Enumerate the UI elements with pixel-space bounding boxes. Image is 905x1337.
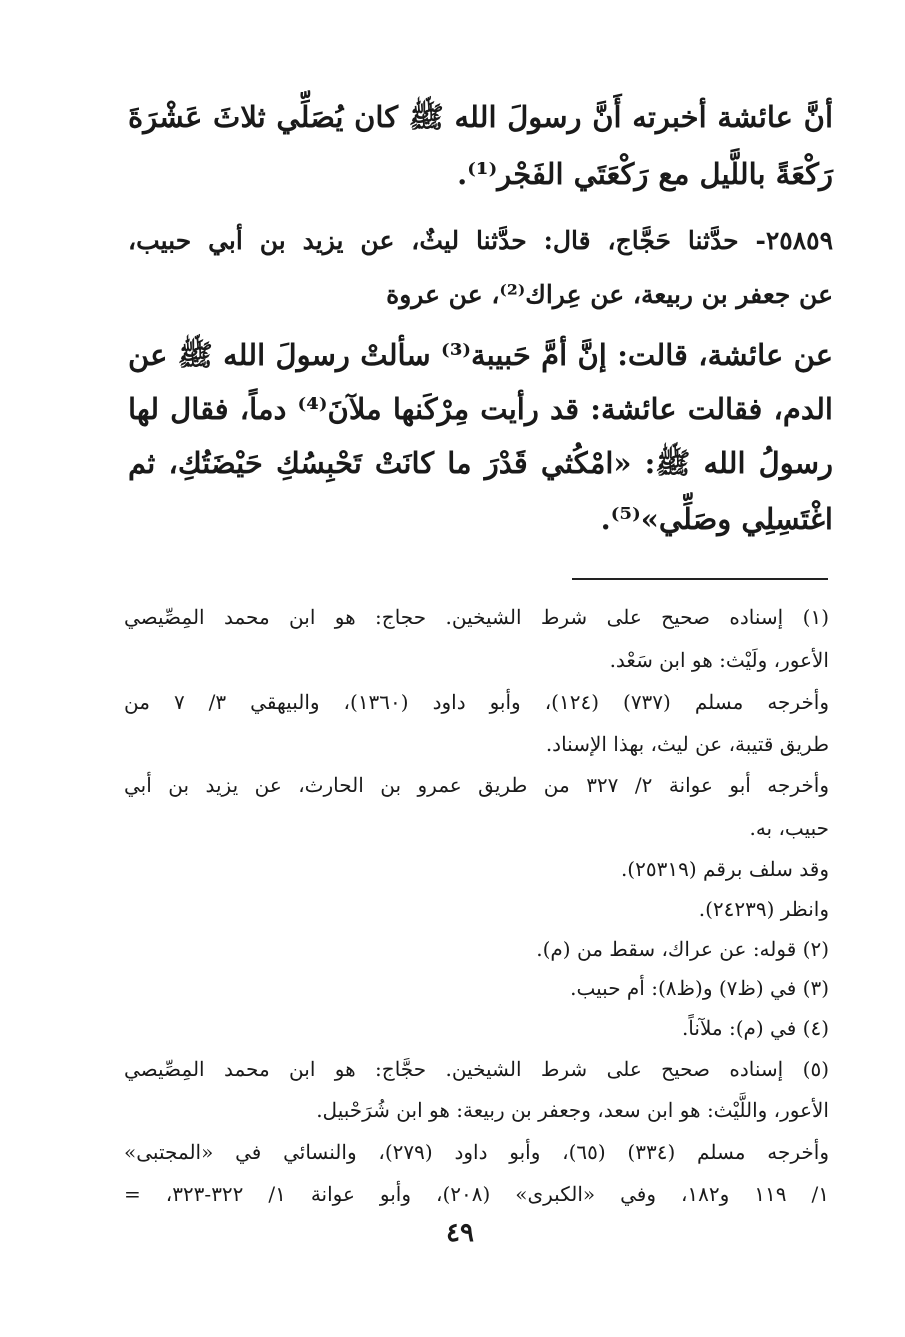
hadith-body-line-4: اغْتَسِلِي وصَلِّي»⁽⁵⁾. [600,502,833,536]
footnote-line-7: وقد سلف برقم (٢٥٣١٩). [620,857,829,881]
footnote-line-4: طريق قتيبة، عن ليث، بهذا الإسناد. [545,732,829,756]
footnote-line-9: (٢) قوله: عن عراك، سقط من (م). [536,937,829,961]
footnote-line-1: (١) إسناده صحيح على شرط الشيخين. حجاج: هو ابن محمد المِصِّيصي [124,605,829,629]
footnote-line-8: وانظر (٢٤٢٣٩). [698,897,829,921]
footnote-line-14: وأخرجه مسلم (٣٣٤) (٦٥)، وأبو داود (٢٧٩)، والنسائي في «المجتبى» [124,1140,829,1164]
footnote-line-10: (٣) في (ظ٧) و(ظ٨): أم حبيب. [570,976,829,1000]
footnote-divider [572,578,828,580]
footnote-line-11: (٤) في (م): ملآناً. [681,1016,829,1040]
main-text-line-1: أنَّ عائشة أخبرته أَنَّ رسولَ الله ﷺ كان يُصَلِّي ثلاثَ عَشْرَةَ [128,100,833,134]
page-number: ٤٩ [446,1218,474,1248]
hadith-body-line-2: الدم، فقالت عائشة: قد رأيت مِرْكَنها ملآنَ⁽⁴⁾ دماً، فقال لها [128,392,833,426]
footnote-line-12: (٥) إسناده صحيح على شرط الشيخين. حجَّاج: هو ابن محمد المِصِّيصي [124,1057,829,1081]
footnote-line-6: حبيب، به. [749,816,829,840]
footnote-line-2: الأعور، ولَيْث: هو ابن سَعْد. [609,648,829,672]
isnad-continuation-line: عن جعفر بن ربيعة، عن عِراك⁽²⁾، عن عروة [386,280,833,309]
hadith-body-line-3: رسولُ الله ﷺ: «امْكُثي قَدْرَ ما كانَتْ تَحْبِسُكِ حَيْضَتُكِ، ثم [128,446,833,480]
main-text-line-2: رَكْعَةً باللَّيل مع رَكْعَتَي الفَجْر⁽¹⁾. [457,157,833,191]
hadith-number-line: ٢٥٨٥٩- حدَّثنا حَجَّاج، قال: حدَّثنا ليثٌ، عن يزيد بن أبي حبيب، [128,226,833,255]
hadith-body-line-1: عن عائشة، قالت: إنَّ أمَّ حَبيبة⁽³⁾ سألتْ رسولَ الله ﷺ عن [128,338,833,372]
footnote-line-5: وأخرجه أبو عوانة ٢/ ٣٢٧ من طريق عمرو بن الحارث، عن يزيد بن أبي [124,773,829,797]
footnote-line-13: الأعور، واللَّيْث: هو ابن سعد، وجعفر بن ربيعة: هو ابن شُرَحْبيل. [316,1098,829,1122]
footnote-line-15: ١/ ١١٩ و١٨٢، وفي «الكبرى» (٢٠٨)، وأبو عوانة ١/ ٣٢٢-٣٢٣، = [124,1182,829,1206]
footnote-line-3: وأخرجه مسلم (٧٣٧) (١٢٤)، وأبو داود (١٣٦٠)، والبيهقي ٣/ ٧ من [124,690,830,714]
